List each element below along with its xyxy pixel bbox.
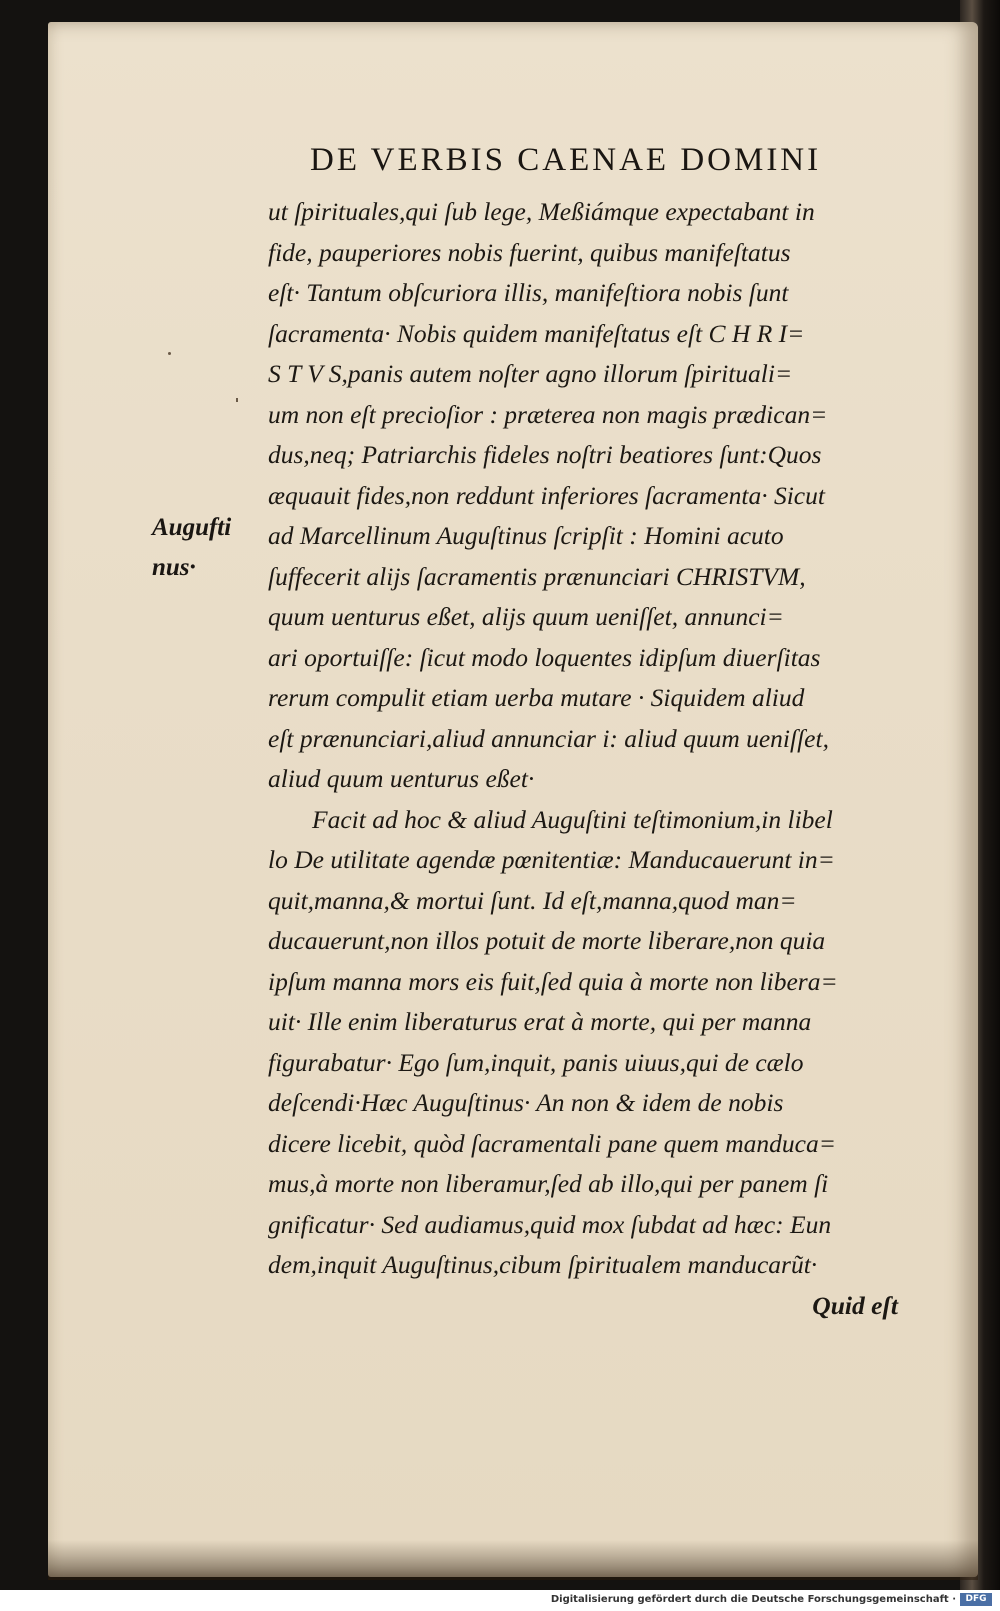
digitization-credit: Digitalisierung gefördert durch die Deutsche Forschungsgemeinschaft ·: [550, 1594, 956, 1605]
ink-speck: [168, 352, 171, 355]
text-line: lo De utilitate agendæ pœnitentiæ: Manducauerunt in=: [268, 845, 835, 874]
paragraph-start-line: Facit ad hoc & aliud Auguſtini teſtimonium,in libel: [312, 804, 833, 834]
text-line: æquauit fides,non reddunt inferiores ſacramenta· Sicut: [268, 480, 825, 510]
text-line: ut ſpirituales,qui ſub lege, Meßiámque expectabant in: [268, 197, 815, 226]
marginal-note: [152, 508, 252, 588]
dfg-logo: DFG: [960, 1593, 992, 1606]
text-line: ſacramenta· Nobis quidem manifeſtatus eſt C H R I=: [268, 318, 805, 348]
text-line: dicere licebit, quòd ſacramentali pane quem manduca=: [268, 1128, 836, 1158]
text-line: dem,inquit Auguſtinus,cibum ſpiritualem manducarũt·: [268, 1250, 818, 1279]
text-line: quit,manna,& mortui ſunt. Id eſt,manna,quod man=: [268, 885, 797, 915]
text-line: mus,à morte non liberamur,ſed ab illo,qui per panem ſi: [268, 1169, 829, 1198]
marginal-note-line: Augufti: [152, 514, 232, 541]
text-line: rerum compulit etiam uerba mutare · Siquidem aliud: [268, 683, 805, 712]
text-line: ſuffecerit alijs ſacramentis prænunciari CHRISTVM,: [268, 561, 806, 591]
text-line: quum uenturus eßet, alijs quum ueniſſet, annunci=: [268, 602, 784, 631]
text-line: aliud quum uenturus eßet·: [268, 764, 535, 793]
running-head: DE VERBIS CAENAE DOMINI: [310, 142, 822, 178]
text-line: fide, pauperiores nobis fuerint, quibus manifeſtatus: [268, 237, 791, 267]
text-line: figurabatur· Ego ſum,inquit, panis uiuus,qui de cælo: [268, 1047, 804, 1077]
text-line: eſt prænunciari,aliud annunciar i: aliud quum ueniſſet,: [268, 723, 829, 753]
text-line: uit· Ille enim liberaturus erat à morte, qui per manna: [268, 1007, 812, 1036]
text-line: ad Marcellinum Auguſtinus ſcripſit : Homini acuto: [268, 521, 784, 550]
body-text: [268, 192, 918, 1326]
text-line: eſt· Tantum obſcuriora illis, manifeſtiora nobis ſunt: [268, 278, 789, 307]
text-line: S T V S,panis autem noſter agno illorum ſpirituali=: [268, 359, 793, 388]
text-line: ipſum manna mors eis fuit,ſed quia à morte non libera=: [268, 966, 838, 996]
text-line: ducauerunt,non illos potuit de morte liberare,non quia: [268, 926, 826, 955]
text-line: dus,neq; Patriarchis fideles noſtri beatiores ſunt:Quos: [268, 440, 822, 469]
marginal-note-line: nus·: [152, 554, 196, 581]
text-line: gnificatur· Sed audiamus,quid mox ſubdat ad hæc: Eun: [268, 1209, 832, 1239]
catchword: Quid eſt: [812, 1290, 898, 1320]
text-line: deſcendi·Hæc Auguſtinus· An non & idem de nobis: [268, 1088, 784, 1117]
text-line: um non eſt precioſior : præterea non magis prædican=: [268, 399, 828, 429]
ink-speck: [236, 398, 238, 402]
page-shadow: [48, 1540, 978, 1580]
text-line: ari oportuiſſe: ſicut modo loquentes idipſum diuerſitas: [268, 642, 821, 672]
